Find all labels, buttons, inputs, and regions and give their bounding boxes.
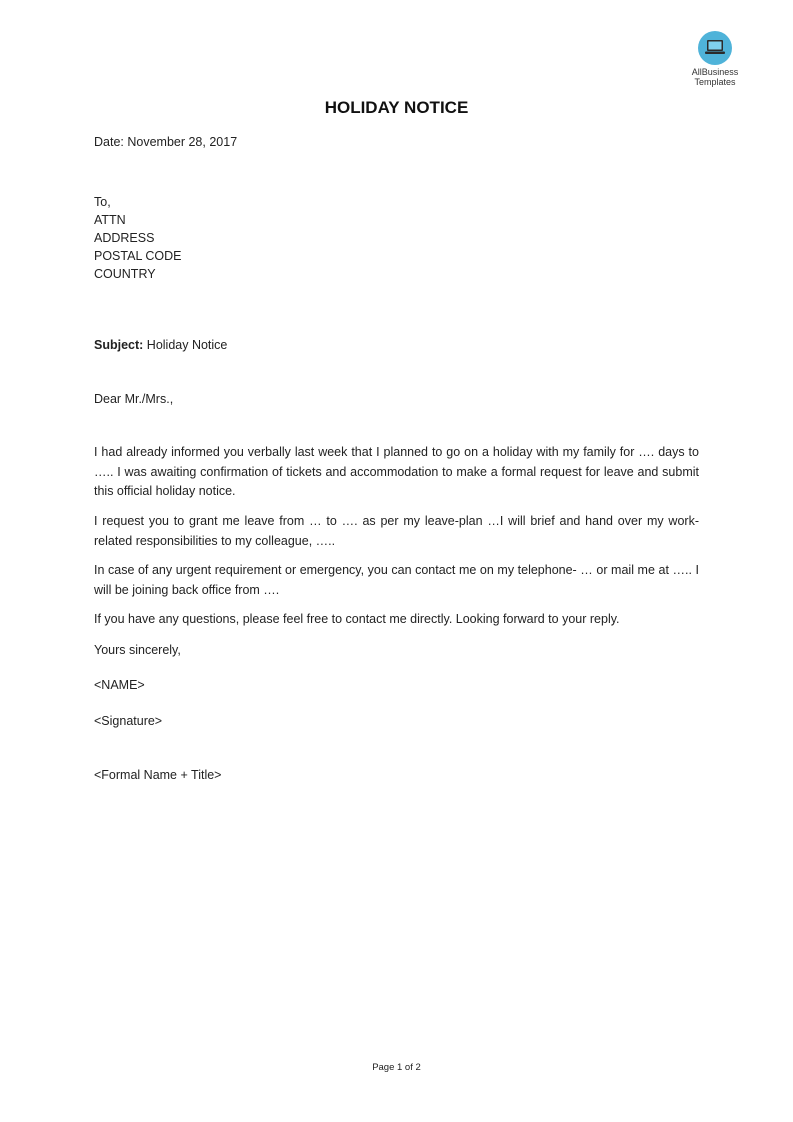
- subject-label: Subject:: [94, 338, 144, 352]
- recipient-attn: ATTN: [94, 213, 126, 227]
- subject-line: [94, 336, 227, 354]
- date-line: Date: November 28, 2017: [94, 135, 238, 149]
- closing: Yours sincerely,: [94, 643, 181, 657]
- formal-name-placeholder: <Formal Name + Title>: [94, 768, 222, 782]
- laptop-icon: [698, 31, 732, 65]
- logo-text-line2: Templates: [694, 77, 736, 87]
- recipient-postal-code: POSTAL CODE: [94, 249, 182, 263]
- subject-value: Holiday Notice: [143, 338, 228, 352]
- document-title: HOLIDAY NOTICE: [324, 98, 469, 117]
- body-paragraph-1: I had already informed you verbally last week that I planned to go on a holiday with my family for …. days to ….. I was awaiting confirmation of tickets and accommodation to make a formal request for leave and submit this official holiday notice.: [94, 445, 699, 498]
- recipient-to: To,: [94, 195, 111, 209]
- salutation: Dear Mr./Mrs.,: [94, 392, 174, 406]
- page-number: Page 1 of 2: [372, 1062, 421, 1073]
- logo-text-line1: AllBusiness: [691, 67, 739, 77]
- recipient-address: ADDRESS: [94, 231, 155, 245]
- signature-placeholder: <Signature>: [94, 714, 163, 728]
- body-paragraph-4: If you have any questions, please feel free to contact me directly. Looking forward to your reply.: [94, 612, 620, 626]
- allbusiness-logo: [680, 31, 750, 87]
- body-paragraph-2: I request you to grant me leave from … to …. as per my leave-plan …I will brief and hand over my work-related responsibilities to my colleague, …..: [94, 514, 699, 548]
- name-placeholder: <NAME>: [94, 678, 145, 692]
- recipient-country: COUNTRY: [94, 267, 156, 281]
- body-paragraph-3: In case of any urgent requirement or emergency, you can contact me on my telephone- … or mail me at ….. I will be joining back office from ….: [94, 563, 699, 597]
